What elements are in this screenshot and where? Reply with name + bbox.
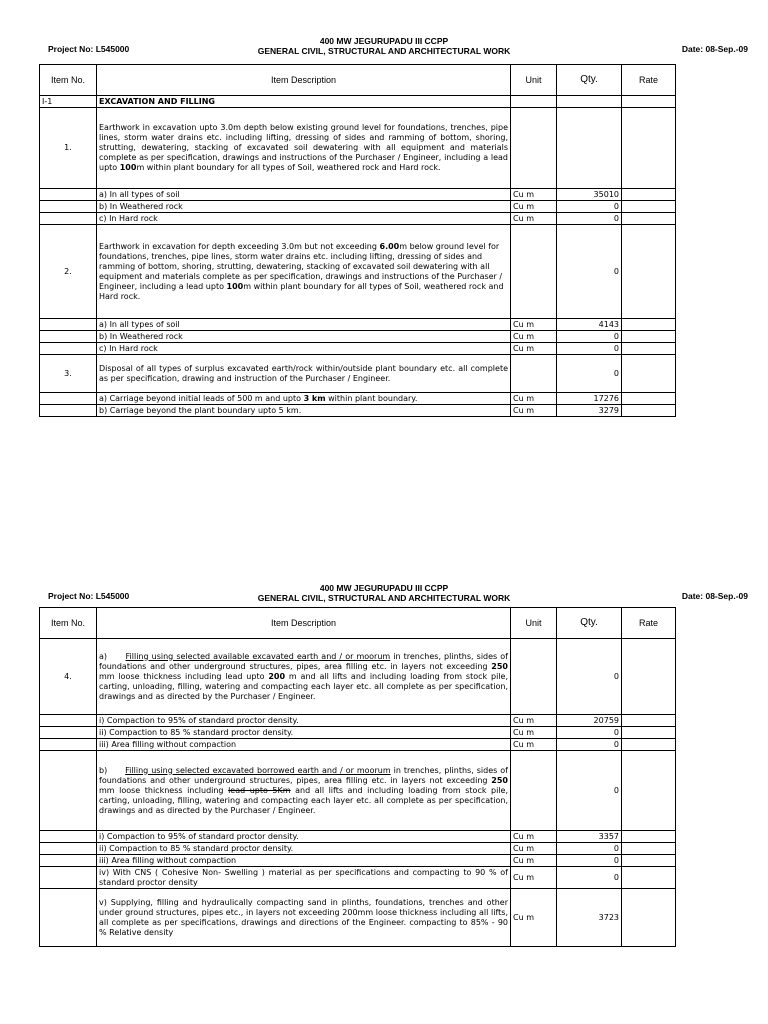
empty-cell xyxy=(40,855,97,867)
section-title: EXCAVATION AND FILLING xyxy=(97,96,511,108)
desc-bold: 6.00 xyxy=(379,241,400,251)
project-number: Project No: L545000 xyxy=(48,591,130,601)
row-unit: Cu m xyxy=(511,331,557,343)
row-description: b) In Weathered rock xyxy=(97,331,511,343)
row-qty: 20759 xyxy=(557,715,622,727)
col-item-no: Item No. xyxy=(40,65,97,96)
table-row xyxy=(40,727,676,739)
project-number: Project No: L545000 xyxy=(48,44,130,54)
table-row xyxy=(40,393,676,405)
empty-cell xyxy=(511,96,557,108)
desc-bold: 250 xyxy=(491,661,508,671)
title-line-1: 400 MW JEGURUPADU III CCPP xyxy=(319,36,449,46)
desc-text: in trenches, plinths, sides of foundations and other underground structures, pipes, area filling etc. in layers not exceeding xyxy=(99,765,508,785)
empty-cell xyxy=(622,831,676,843)
item-2-row xyxy=(40,225,676,319)
bill-table-page-2 xyxy=(39,607,676,947)
empty-cell xyxy=(511,108,557,189)
empty-cell xyxy=(40,739,97,751)
row-qty: 0 xyxy=(557,213,622,225)
item-description xyxy=(97,225,511,319)
row-qty: 3279 xyxy=(557,405,622,417)
desc-text: m within plant boundary for all types of Soil, weathered rock and Hard rock. xyxy=(136,163,441,172)
empty-cell xyxy=(511,639,557,715)
item-3-row xyxy=(40,355,676,393)
sheet-title xyxy=(200,36,568,56)
table-row xyxy=(40,843,676,855)
table-row xyxy=(40,715,676,727)
row-unit: Cu m xyxy=(511,889,557,947)
empty-cell xyxy=(622,751,676,831)
item-qty: 0 xyxy=(557,355,622,393)
empty-cell xyxy=(622,405,676,417)
row-description: b) In Weathered rock xyxy=(97,201,511,213)
desc-text: and all lifts and including loading from stock pile, carting, unloading, filling, watering and compacting each layer etc. all complete as per specification, drawings and as directed by the Purchaser / Engineer. xyxy=(99,785,509,815)
row-qty: 0 xyxy=(557,727,622,739)
table-row xyxy=(40,319,676,331)
desc-strikethrough: lead upto 5Km xyxy=(228,785,291,795)
row-unit: Cu m xyxy=(511,343,557,355)
desc-text: a) Carriage beyond initial leads of 500 m and upto xyxy=(99,393,304,403)
title-line-1: 400 MW JEGURUPADU III CCPP xyxy=(319,583,449,593)
item-description xyxy=(97,639,511,715)
item-4a-row xyxy=(40,639,676,715)
empty-cell xyxy=(40,393,97,405)
empty-cell xyxy=(40,751,97,831)
empty-cell xyxy=(40,889,97,947)
item-qty: 0 xyxy=(557,639,622,715)
empty-cell xyxy=(622,639,676,715)
empty-cell xyxy=(622,201,676,213)
col-qty: Qty. xyxy=(557,608,622,639)
section-number: I-1 xyxy=(40,96,97,108)
row-qty: 0 xyxy=(557,343,622,355)
item-number: 4. xyxy=(40,639,97,715)
row-qty: 35010 xyxy=(557,189,622,201)
row-qty: 17276 xyxy=(557,393,622,405)
desc-text: a) xyxy=(99,651,126,661)
row-description: c) In Hard rock xyxy=(97,213,511,225)
item-qty: 0 xyxy=(557,751,622,831)
row-qty: 3357 xyxy=(557,831,622,843)
desc-text: mm loose thickness including lead upto xyxy=(99,671,269,681)
table-row xyxy=(40,855,676,867)
desc-bold: 3 km xyxy=(303,393,326,403)
row-description: v) Supplying, filling and hydraulically compacting sand in plinths, foundations, trenches and other under ground structures, pipes etc., in layers not exceeding 200mm loose thickness including all lifts, all complete as per specifications, drawings and directions of the Engineer. compacting to 85% - 90 % Relative density xyxy=(97,889,511,947)
table-row xyxy=(40,343,676,355)
col-unit: Unit xyxy=(511,65,557,96)
empty-cell xyxy=(622,331,676,343)
desc-text: Earthwork in excavation upto 3.0m depth below existing ground level for foundations, trenches, pipe lines, storm water drains etc. including lifting, dressing of sides and ramming of bottom, shoring, strutting, dewatering, stacking of excavated soil dewatering with all equipment and materials complete as per specification, drawings and instructions of the Purchaser / Engineer, including a lead upto xyxy=(99,123,508,172)
row-qty: 0 xyxy=(557,331,622,343)
row-qty: 3723 xyxy=(557,889,622,947)
item-4b-row xyxy=(40,751,676,831)
table-row xyxy=(40,831,676,843)
row-description: a) In all types of soil xyxy=(97,189,511,201)
empty-cell xyxy=(622,393,676,405)
empty-cell xyxy=(622,108,676,189)
item-qty: 0 xyxy=(557,225,622,319)
empty-cell xyxy=(40,727,97,739)
item-description xyxy=(97,751,511,831)
desc-underline: Filling using selected available excavated earth and / or moorum xyxy=(125,651,391,661)
empty-cell xyxy=(40,189,97,201)
table-row xyxy=(40,189,676,201)
desc-text: mm loose thickness including xyxy=(99,785,229,795)
row-description xyxy=(97,393,511,405)
row-unit: Cu m xyxy=(511,831,557,843)
empty-cell xyxy=(622,715,676,727)
empty-cell xyxy=(622,189,676,201)
row-unit: Cu m xyxy=(511,213,557,225)
row-description: a) In all types of soil xyxy=(97,319,511,331)
row-qty: 0 xyxy=(557,855,622,867)
empty-cell xyxy=(40,715,97,727)
row-unit: Cu m xyxy=(511,843,557,855)
row-unit: Cu m xyxy=(511,727,557,739)
table-row xyxy=(40,405,676,417)
table-row xyxy=(40,331,676,343)
empty-cell xyxy=(511,355,557,393)
title-line-2: GENERAL CIVIL, STRUCTURAL AND ARCHITECTURAL WORK xyxy=(257,46,511,56)
empty-cell xyxy=(40,343,97,355)
col-description: Item Description xyxy=(97,608,511,639)
row-qty: 0 xyxy=(557,867,622,889)
empty-cell xyxy=(511,225,557,319)
desc-bold: 100 xyxy=(119,163,137,172)
row-description: i) Compaction to 95% of standard proctor density. xyxy=(97,831,511,843)
desc-text: m and all lifts and including loading from stock pile, carting, unloading, filling, watering and compacting each layer etc. all complete as per specification, drawings and as directed by the Purchaser / Engineer. xyxy=(99,671,508,701)
row-description: iii) Area filling without compaction xyxy=(97,855,511,867)
row-description: i) Compaction to 95% of standard proctor density. xyxy=(97,715,511,727)
empty-cell xyxy=(557,96,622,108)
empty-cell xyxy=(622,343,676,355)
empty-cell xyxy=(622,727,676,739)
col-qty: Qty. xyxy=(557,65,622,96)
empty-cell xyxy=(622,855,676,867)
bill-table-page-1 xyxy=(39,64,676,417)
item-number: 3. xyxy=(40,355,97,393)
desc-bold: 250 xyxy=(491,775,508,785)
table-row xyxy=(40,739,676,751)
empty-cell xyxy=(622,843,676,855)
col-rate: Rate xyxy=(622,65,676,96)
empty-cell xyxy=(622,355,676,393)
table-header-row xyxy=(40,65,676,96)
empty-cell xyxy=(40,331,97,343)
empty-cell xyxy=(622,213,676,225)
row-unit: Cu m xyxy=(511,405,557,417)
desc-text: m below ground level for foundations, trenches, pipe lines, storm water drains etc. including lifting, dressing of sides and ramming of bottom, shoring, strutting, dewatering, stacking of excavated soil dewatering with all equipment and materials complete as per specification, drawings and instructions of the Purchaser / Engineer, including a lead upto xyxy=(99,241,503,291)
row-description: iii) Area filling without compaction xyxy=(97,739,511,751)
item-1-row xyxy=(40,108,676,189)
empty-cell xyxy=(40,867,97,889)
row-unit: Cu m xyxy=(511,319,557,331)
empty-cell xyxy=(511,751,557,831)
sheet-date: Date: 08-Sep.-09 xyxy=(681,591,748,601)
row-unit: Cu m xyxy=(511,855,557,867)
empty-cell xyxy=(40,831,97,843)
empty-cell xyxy=(622,96,676,108)
empty-cell xyxy=(622,225,676,319)
empty-cell xyxy=(622,739,676,751)
item-description: Disposal of all types of surplus excavated earth/rock within/outside plant boundary etc. all complete as per specification, drawing and instruction of the Purchaser / Engineer. xyxy=(97,355,511,393)
table-row xyxy=(40,201,676,213)
row-unit: Cu m xyxy=(511,189,557,201)
desc-text: m within plant boundary for all types of Soil, weathered rock and Hard rock. xyxy=(99,281,504,301)
item-description xyxy=(97,108,511,189)
table-header-row xyxy=(40,608,676,639)
row-unit: Cu m xyxy=(511,201,557,213)
col-item-no: Item No. xyxy=(40,608,97,639)
desc-bold: 100 xyxy=(226,281,244,291)
row-description: c) In Hard rock xyxy=(97,343,511,355)
table-row xyxy=(40,867,676,889)
empty-cell xyxy=(40,201,97,213)
empty-cell xyxy=(622,867,676,889)
empty-cell xyxy=(40,319,97,331)
item-number: 1. xyxy=(40,108,97,189)
row-description: ii) Compaction to 85 % standard proctor density. xyxy=(97,843,511,855)
empty-cell xyxy=(40,843,97,855)
row-unit: Cu m xyxy=(511,393,557,405)
row-unit: Cu m xyxy=(511,739,557,751)
desc-text: Earthwork in excavation for depth exceeding 3.0m but not exceeding xyxy=(99,241,380,251)
table-row xyxy=(40,213,676,225)
sheet-date: Date: 08-Sep.-09 xyxy=(681,44,748,54)
col-rate: Rate xyxy=(622,608,676,639)
section-row xyxy=(40,96,676,108)
empty-cell xyxy=(622,319,676,331)
row-qty: 0 xyxy=(557,843,622,855)
row-qty: 0 xyxy=(557,201,622,213)
row-qty: 0 xyxy=(557,739,622,751)
desc-text: within plant boundary. xyxy=(325,393,418,403)
table-row xyxy=(40,889,676,947)
col-description: Item Description xyxy=(97,65,511,96)
row-description: ii) Compaction to 85 % standard proctor density. xyxy=(97,727,511,739)
row-description: iv) With CNS ( Cohesive Non- Swelling ) material as per specifications and compacting to 90 % of standard proctor density xyxy=(97,867,511,889)
row-description: b) Carriage beyond the plant boundary upto 5 km. xyxy=(97,405,511,417)
desc-underline: Filling using selected excavated borrowed earth and / or moorum xyxy=(125,765,391,775)
desc-text: in trenches, plinths, sides of foundations and other underground structures, pipes, area filling etc. in layers not exceeding xyxy=(99,651,508,671)
row-unit: Cu m xyxy=(511,867,557,889)
empty-cell xyxy=(40,405,97,417)
row-qty: 4143 xyxy=(557,319,622,331)
desc-bold: 200 xyxy=(268,671,286,681)
item-number: 2. xyxy=(40,225,97,319)
empty-cell xyxy=(622,889,676,947)
desc-text: b) xyxy=(99,765,126,775)
empty-cell xyxy=(40,213,97,225)
sheet-title xyxy=(200,583,568,603)
col-unit: Unit xyxy=(511,608,557,639)
title-line-2: GENERAL CIVIL, STRUCTURAL AND ARCHITECTURAL WORK xyxy=(257,593,511,603)
row-unit: Cu m xyxy=(511,715,557,727)
empty-cell xyxy=(557,108,622,189)
